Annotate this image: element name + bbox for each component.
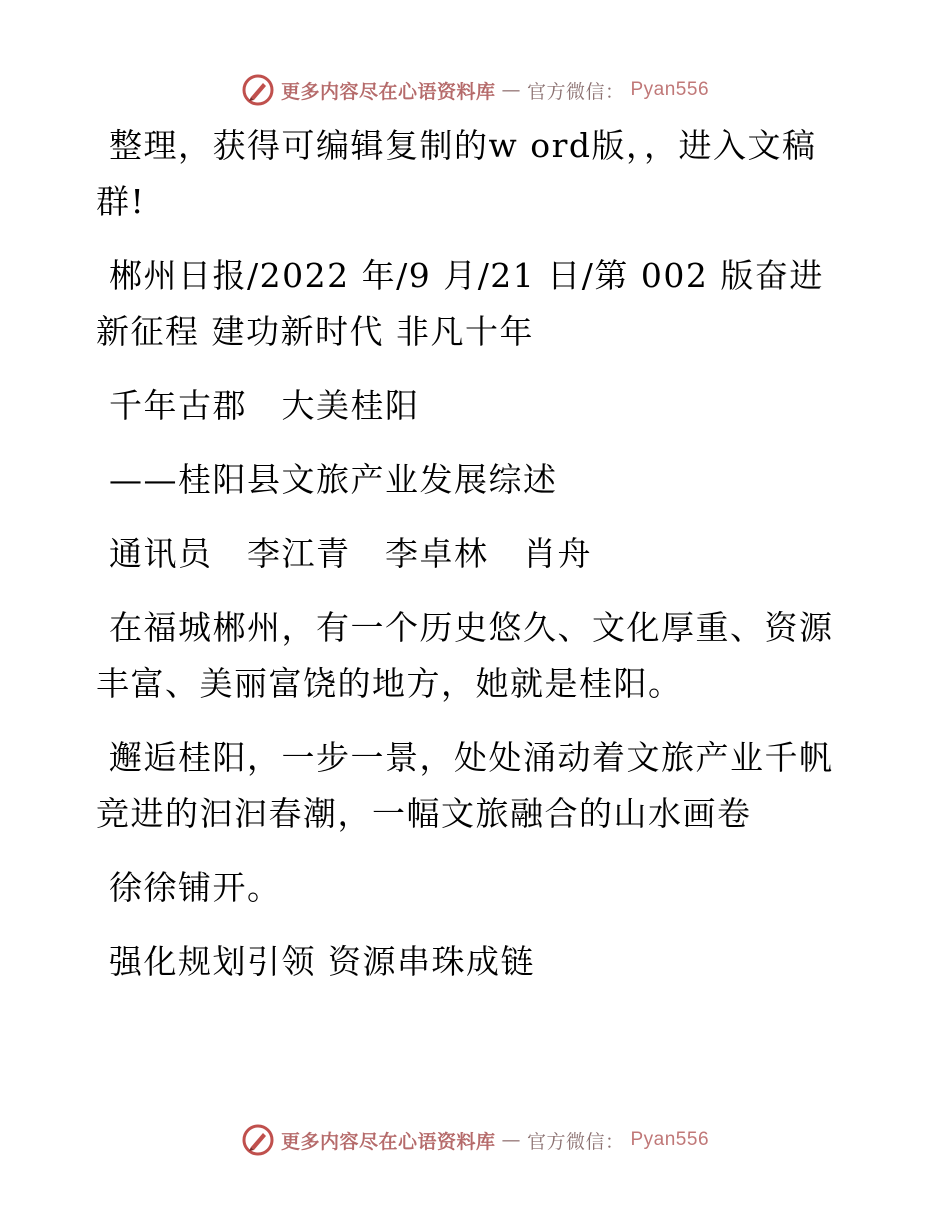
article-byline: 通讯员 李江青 李卓林 肖舟 [109, 534, 592, 573]
article-subtitle: ——桂阳县文旅产业发展综述 [109, 460, 558, 499]
watermark-wechat-id: Pyan556 [630, 1129, 710, 1150]
paragraph-source: 郴州日报/2022 年/9 月/21 日/第 002 版奋进新征程 建功新时代 非凡十年 [96, 256, 824, 351]
watermark-brand-text: 更多内容尽在心语资料库 [280, 1130, 496, 1153]
article-title: 千年古郡 大美桂阳 [109, 386, 420, 425]
pen-logo-icon [241, 73, 275, 107]
watermark-separator: — [501, 1129, 521, 1151]
section-heading: 强化规划引领 资源串珠成链 [109, 942, 535, 981]
footer-watermark [0, 1120, 950, 1160]
watermark-separator: — [501, 79, 521, 101]
pen-logo-icon [241, 1123, 275, 1157]
watermark-brand-text: 更多内容尽在心语资料库 [280, 80, 496, 103]
paragraph-body-1: 在福城郴州，有一个历史悠久、文化厚重、资源丰富、美丽富饶的地方，她就是桂阳。 [96, 608, 834, 703]
header-watermark [0, 70, 950, 110]
document-body [96, 118, 856, 990]
paragraph-body-3: 徐徐铺开。 [109, 868, 282, 907]
watermark-wechat-label: 官方微信： [526, 1130, 625, 1153]
watermark-wechat-id: Pyan556 [630, 79, 710, 100]
watermark-wechat-label: 官方微信： [526, 80, 625, 103]
paragraph-body-2: 邂逅桂阳，一步一景，处处涌动着文旅产业千帆竞进的汩汩春潮，一幅文旅融合的山水画卷 [96, 738, 834, 833]
paragraph-intro: 整理，获得可编辑复制的w ord版，，进入文稿群! [96, 126, 817, 221]
